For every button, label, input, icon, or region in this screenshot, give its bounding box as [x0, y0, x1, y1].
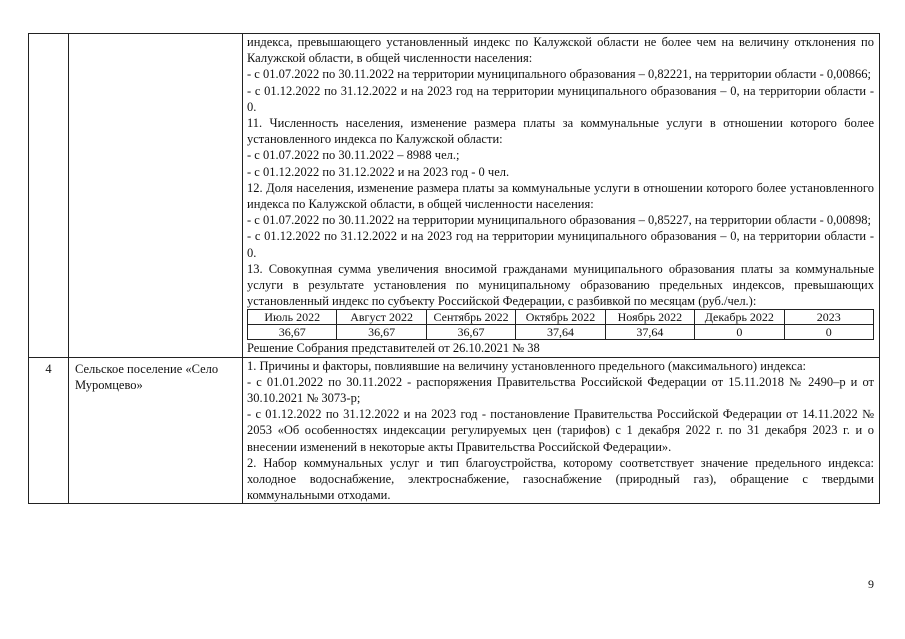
row-name-cell [69, 34, 243, 358]
paragraph: - с 01.12.2022 по 31.12.2022 и на 2023 год на территории муниципального образования – 0, на территории области - 0. [247, 83, 874, 114]
decision-reference: Решение Собрания представителей от 26.10.2021 № 38 [247, 341, 540, 356]
paragraph: - с 01.01.2022 по 30.11.2022 - распоряжения Правительства Российской Федерации от 15.11.2018 № 2490–р и от 30.10.2021 № 3073-р; [247, 374, 874, 406]
month-header: Сентябрь 2022 [426, 310, 515, 325]
page-number: 9 [868, 577, 874, 591]
paragraph: - с 01.07.2022 по 30.11.2022 на территории муниципального образования – 0,85227, на территории области - 0,00898; [247, 213, 871, 228]
paragraph: - с 01.12.2022 по 31.12.2022 и на 2023 год - постановление Правительства Российской Федерации от 14.11.2022 № 2053 «Об особенностях индексации регулируемых цен (тарифов) с 1 декабря 2022 г. по 31 декабря 2023 г. и о внесении изменений в некоторые акты Правительства Российской Федерации». [247, 407, 874, 454]
paragraph: 2. Набор коммунальных услуг и тип благоустройства, которому соответствует значение предельного индекса: холодное водоснабжение, электроснабжение, газоснабжение (природный газ), обращение с твердыми коммунальными отходами. [247, 455, 874, 503]
paragraph: 11. Численность населения, изменение размера платы за коммунальные услуги в отношении которого более установленного индекса по Калужской области: [247, 116, 874, 147]
paragraph: - с 01.12.2022 по 31.12.2022 и на 2023 год на территории муниципального образования – 0, на территории области - 0. [247, 229, 874, 260]
settlement-name: Сельское поселение «Село Муромцево» [69, 357, 243, 504]
table-row [29, 357, 880, 504]
paragraph: - с 01.07.2022 по 30.11.2022 – 8988 чел.; [247, 148, 460, 163]
monthly-sum-table [247, 309, 874, 340]
paragraph: 12. Доля населения, изменение размера платы за коммунальные услуги в отношении которого более установленного индекса по Калужской области, в общей численности населения: [247, 180, 874, 212]
month-value: 37,64 [605, 325, 694, 340]
month-value: 36,67 [426, 325, 515, 340]
month-value: 37,64 [516, 325, 605, 340]
month-header: Август 2022 [337, 310, 426, 325]
month-value: 36,67 [248, 325, 337, 340]
paragraph: индекса, превышающего установленный индекс по Калужской области не более чем на величину отклонения по Калужской области, в общей численности населения: [247, 35, 874, 66]
indices-table [28, 33, 880, 504]
row-content-cell [243, 34, 880, 358]
row-content-cell [243, 357, 880, 504]
month-header: Октябрь 2022 [516, 310, 605, 325]
month-value: 36,67 [337, 325, 426, 340]
row-number: 4 [29, 357, 69, 504]
month-value: 0 [784, 325, 873, 340]
paragraph: 1. Причины и факторы, повлиявшие на величину установленного предельного (максимального) индекса: [247, 358, 806, 373]
table-value-row [248, 325, 874, 340]
month-header: Июль 2022 [248, 310, 337, 325]
month-header: Декабрь 2022 [695, 310, 784, 325]
table-row [29, 34, 880, 358]
paragraph: - с 01.07.2022 по 30.11.2022 на территории муниципального образования – 0,82221, на территории области - 0,00866; [247, 67, 871, 82]
month-header: 2023 [784, 310, 873, 325]
row-number-cell [29, 34, 69, 358]
month-header: Ноябрь 2022 [605, 310, 694, 325]
paragraph: 13. Совокупная сумма увеличения вносимой гражданами муниципального образования платы за коммунальные услуги в результате установления по муниципальному образованию предельных индексов, превышающих установленный индекс по субъекту Российской Федерации, с разбивкой по месяцам (руб./чел.): [247, 261, 874, 309]
paragraph: - с 01.12.2022 по 31.12.2022 и на 2023 год - 0 чел. [247, 164, 510, 179]
month-value: 0 [695, 325, 784, 340]
table-header-row [248, 310, 874, 325]
